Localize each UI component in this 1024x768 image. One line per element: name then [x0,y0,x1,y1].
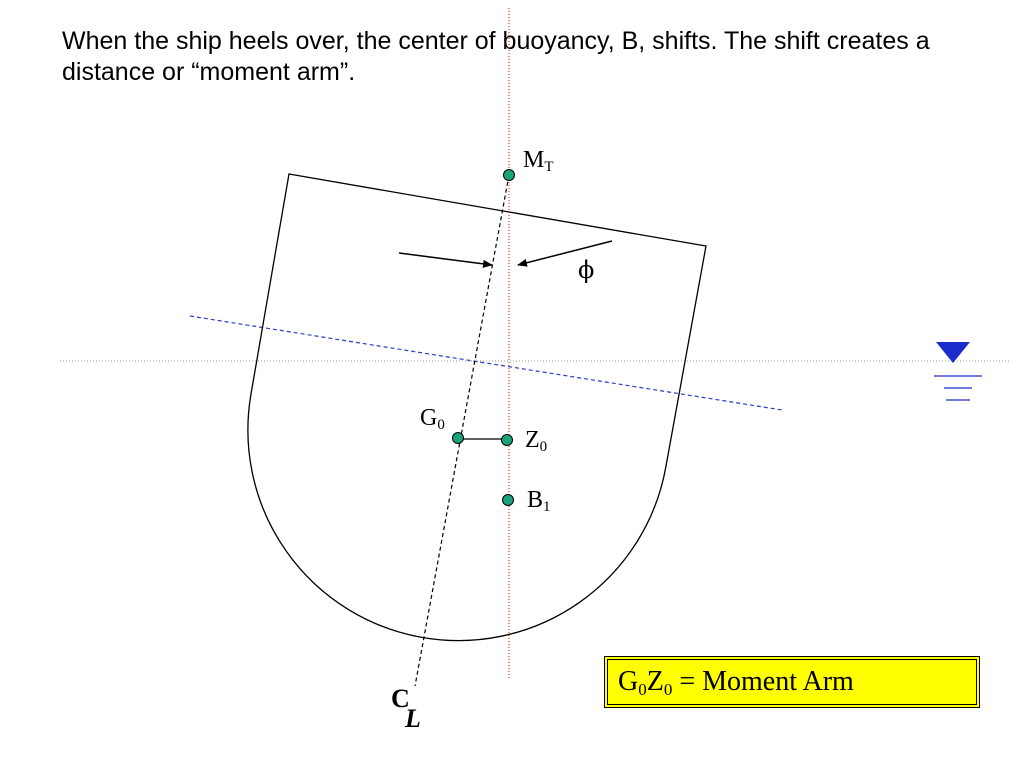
b1-label [527,488,551,515]
formula-g: G [618,666,639,697]
moment-arm-formula-box [604,656,980,708]
b1-label-letter: B [527,487,544,513]
angle-arrow-right [518,241,612,265]
z0-label-subscript: 0 [539,439,548,455]
ship-hull [248,174,706,641]
g0-label-subscript: 0 [437,417,445,433]
water-level-icon [934,342,982,400]
g0-point [453,433,464,444]
centerline-label-c: C [391,684,410,713]
centerline-label-l: L [405,704,421,733]
formula-z-subscript: 0 [663,680,673,699]
metacenter-label-letter: M [523,147,545,173]
b1-point [503,495,514,506]
formula-g-subscript: 0 [638,680,647,699]
metacenter-label-subscript: T [544,159,554,175]
heel-angle-symbol: ϕ [578,256,595,284]
z0-label-letter: Z [525,427,540,453]
z0-label [525,428,547,455]
formula-text: = Moment Arm [672,666,854,697]
heeled-waterline [190,316,782,410]
angle-arrow-left [399,253,492,265]
caption-text: When the ship heels over, the center of buoyancy, B, shifts. The shift creates a distance or “moment arm”. [62,27,930,86]
z0-point [502,435,513,446]
g0-label [420,406,445,433]
formula-z: Z [646,666,664,697]
metacenter-label [523,148,554,175]
metacenter-point [504,170,515,181]
g0-label-letter: G [420,405,438,431]
b1-label-subscript: 1 [543,499,551,515]
